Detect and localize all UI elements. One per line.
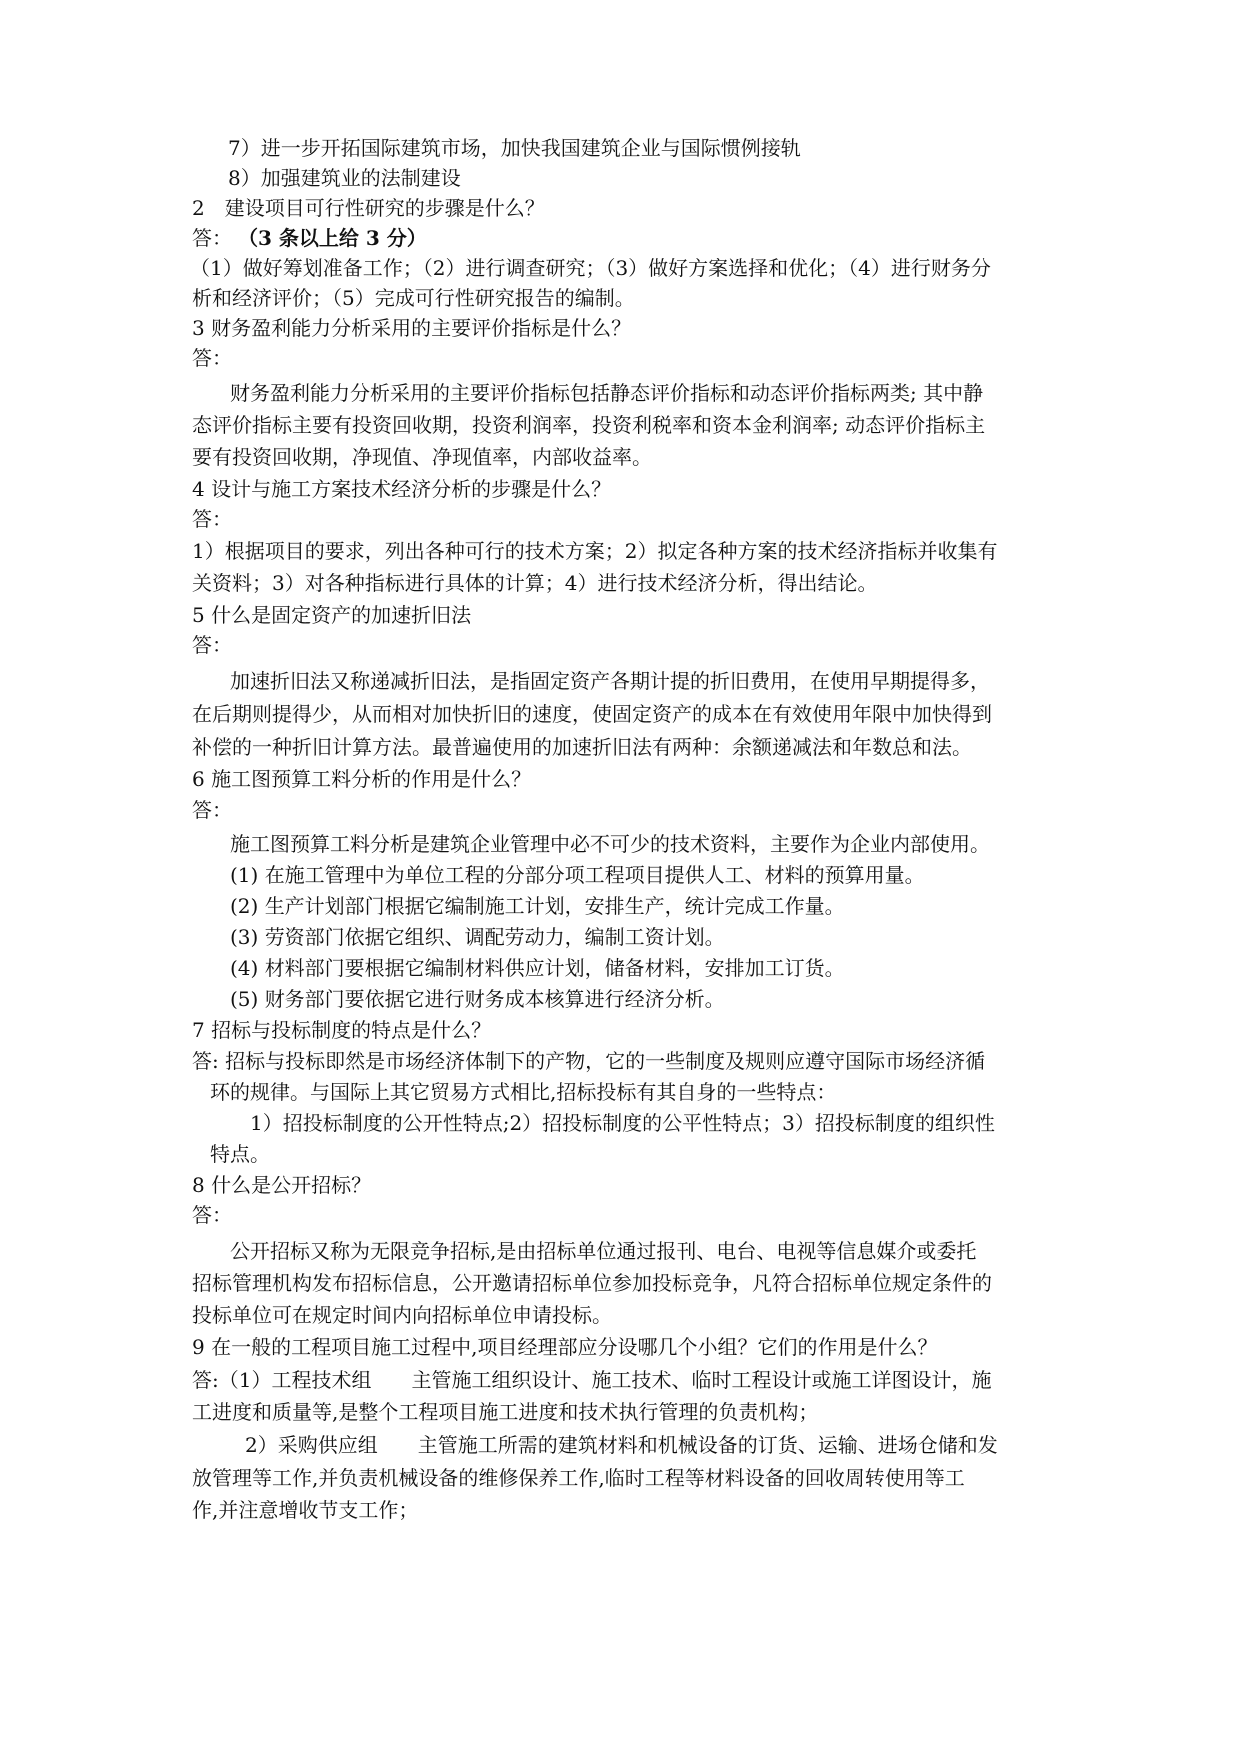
answer-label: 答：	[192, 1203, 232, 1227]
text-line: 工进度和质量等,是整个工程项目施工进度和技术执行管理的负责机构；	[192, 1400, 819, 1424]
text-line: 态评价指标主要有投资回收期，投资利润率，投资利税率和资本金利润率; 动态评价指标主	[192, 413, 986, 437]
list-item: (1) 在施工管理中为单位工程的分部分项工程项目提供人工、材料的预算用量。	[230, 863, 925, 887]
text-line: 析和经济评价；（5）完成可行性研究报告的编制。	[192, 286, 635, 310]
text-line: 关资料；3）对各种指标进行具体的计算；4）进行技术经济分析，得出结论。	[192, 571, 878, 595]
question-heading: 9 在一般的工程项目施工过程中,项目经理部应分设哪几个小组？它们的作用是什么？	[192, 1335, 938, 1359]
text-line: 7）进一步开拓国际建筑市场，加快我国建筑企业与国际惯例接轨	[228, 136, 801, 160]
text-line: 施工图预算工料分析是建筑企业管理中必不可少的技术资料，主要作为企业内部使用。	[230, 832, 990, 856]
question-heading: 7 招标与投标制度的特点是什么？	[192, 1018, 492, 1042]
text-line: 1）招投标制度的公开性特点;2）招投标制度的公平性特点；3）招投标制度的组织性	[250, 1111, 995, 1135]
text-line: 8）加强建筑业的法制建设	[228, 166, 461, 190]
question-heading: 5 什么是固定资产的加速折旧法	[192, 603, 472, 627]
answer-label: 答：	[192, 507, 232, 531]
list-item: (3) 劳资部门依据它组织、调配劳动力，编制工资计划。	[230, 925, 725, 949]
question-heading: 3 财务盈利能力分析采用的主要评价指标是什么？	[192, 316, 632, 340]
text-line: 投标单位可在规定时间内向招标单位申请投标。	[192, 1303, 612, 1327]
text-line: 补偿的一种折旧计算方法。最普遍使用的加速折旧法有两种：余额递减法和年数总和法。	[192, 735, 972, 759]
text-line: 环的规律。与国际上其它贸易方式相比,招标投标有其自身的一些特点：	[210, 1080, 837, 1104]
question-heading: 6 施工图预算工料分析的作用是什么？	[192, 767, 532, 791]
answer-label: 答：	[192, 798, 232, 822]
list-item: (5) 财务部门要依据它进行财务成本核算进行经济分析。	[230, 987, 725, 1011]
list-item: (2) 生产计划部门根据它编制施工计划，安排生产，统计完成工作量。	[230, 894, 845, 918]
text-line: 1）根据项目的要求，列出各种可行的技术方案；2）拟定各种方案的技术经济指标并收集有	[192, 539, 998, 563]
text-line: 公开招标又称为无限竞争招标,是由招标单位通过报刊、电台、电视等信息媒介或委托	[230, 1239, 977, 1263]
question-heading: 2 建设项目可行性研究的步骤是什么？	[192, 196, 545, 220]
question-heading: 8 什么是公开招标？	[192, 1173, 372, 1197]
text-line: 2）采购供应组 主管施工所需的建筑材料和机械设备的订货、运输、进场仓储和发	[245, 1433, 998, 1457]
text-line: 加速折旧法又称递减折旧法，是指固定资产各期计提的折旧费用，在使用早期提得多，	[230, 669, 990, 693]
text-line: 招标管理机构发布招标信息，公开邀请招标单位参加投标竞争，凡符合招标单位规定条件的	[192, 1271, 992, 1295]
text-line: 作,并注意增收节支工作；	[192, 1498, 419, 1522]
text-line: 答: 招标与投标即然是市场经济体制下的产物，它的一些制度及规则应遵守国际市场经济循	[192, 1049, 986, 1073]
question-heading: 4 设计与施工方案技术经济分析的步骤是什么？	[192, 477, 612, 501]
answer-label: 答：	[192, 633, 232, 657]
text-line: （1）做好筹划准备工作；（2）进行调查研究；（3）做好方案选择和优化；（4）进行财务分	[190, 256, 991, 280]
text-line: 放管理等工作,并负责机械设备的维修保养工作,临时工程等材料设备的回收周转使用等工	[192, 1466, 965, 1490]
score-note: （3 条以上给 3 分）	[238, 226, 427, 250]
text-line: 在后期则提得少，从而相对加快折旧的速度，使固定资产的成本在有效使用年限中加快得到	[192, 702, 992, 726]
list-item: (4) 材料部门要根据它编制材料供应计划，储备材料，安排加工订货。	[230, 956, 845, 980]
text-line: 答:（1）工程技术组 主管施工组织设计、施工技术、临时工程设计或施工详图设计，施	[192, 1368, 992, 1392]
text-line: 要有投资回收期，净现值、净现值率，内部收益率。	[192, 445, 652, 469]
answer-label: 答：	[192, 346, 232, 370]
answer-label: 答：	[192, 226, 232, 250]
text-line: 特点。	[210, 1142, 270, 1166]
text-line: 财务盈利能力分析采用的主要评价指标包括静态评价指标和动态评价指标两类; 其中静	[230, 381, 984, 405]
